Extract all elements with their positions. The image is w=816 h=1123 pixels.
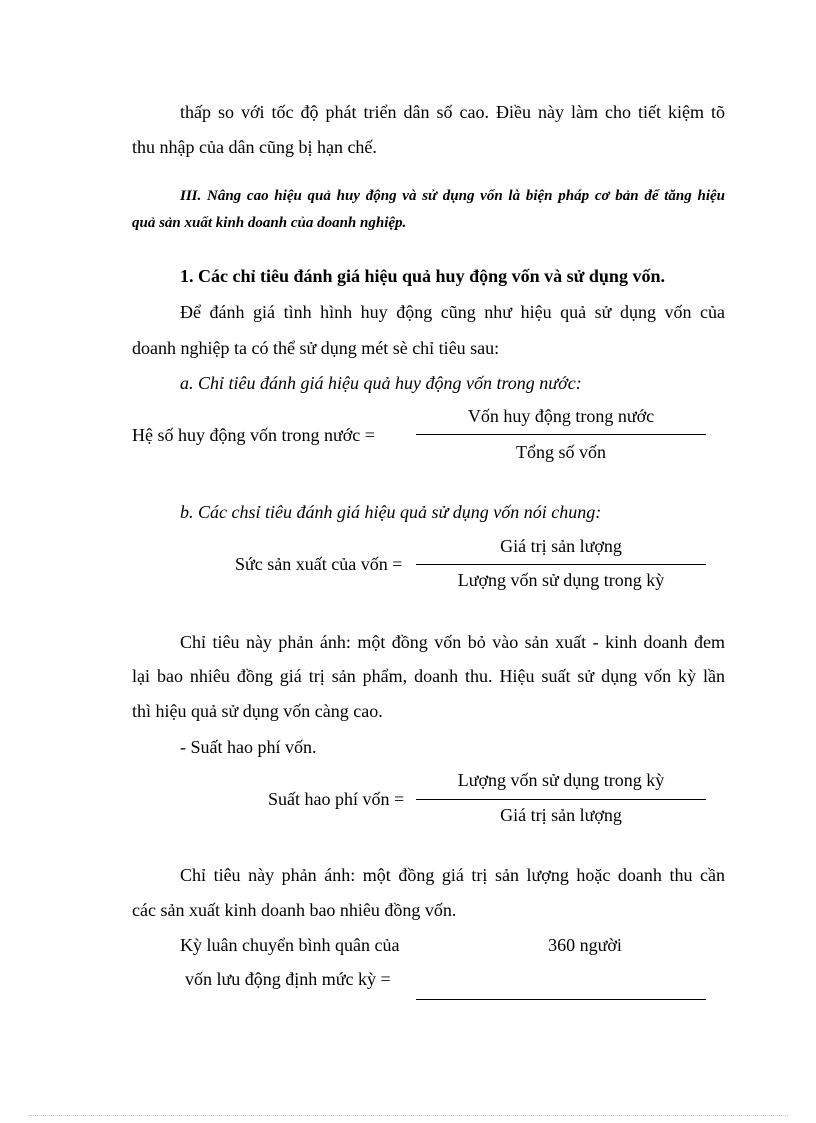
paragraph-line: thì hiệu quả sử dụng vốn càng cao. [132,701,383,721]
formula-label: Hệ số huy động vốn trong nước = [132,425,375,445]
formula-label: Kỳ luân chuyển bình quân của [180,935,400,955]
section-heading: quả sản xuất kinh doanh của doanh nghiệp. [132,215,407,231]
page-footer-divider [28,1115,788,1116]
paragraph-line: các sản xuất kinh doanh bao nhiêu đồng vốn. [132,900,457,920]
formula-numerator: 360 người [548,935,622,955]
formula-denominator: Lượng vốn sử dụng trong kỳ [457,570,665,590]
formula-numerator: Vốn huy động trong nước [467,406,655,426]
paragraph-line: doanh nghiệp ta có thể sử dụng mét sè chỉ tiêu sau: [132,338,500,358]
fraction-bar [416,799,706,800]
formula-denominator: Giá trị sản lượng [500,805,622,825]
formula-numerator: Giá trị sản lượng [500,536,622,556]
fraction-bar [416,434,706,435]
subheading-a: a. Chỉ tiêu đánh giá hiệu quả huy động vốn trong nước: [180,373,582,393]
formula-label: Suất hao phí vốn = [268,789,405,809]
subheading-b: b. Các chsỉ tiêu đánh giá hiệu quả sử dụng vốn nói chung: [180,502,602,522]
paragraph-line: thu nhập của dân cũng bị hạn chế. [132,137,377,157]
subsection-heading: 1. Các chỉ tiêu đánh giá hiệu quả huy động vốn và sử dụng vốn. [180,266,665,286]
paragraph-line: Để đánh giá tình hình huy động cũng như hiệu quả sử dụng vốn của [180,302,725,322]
formula-denominator: Tổng số vốn [516,442,606,462]
fraction-bar [416,999,706,1000]
formula-label: vốn lưu động định mức kỳ = [185,969,391,989]
formula-label: Sức sản xuất của vốn = [235,554,403,574]
paragraph-line: lại bao nhiêu đồng giá trị sản phẩm, doanh thu. Hiệu suất sử dụng vốn kỳ lần [132,666,725,686]
paragraph-line: Chỉ tiêu này phản ánh: một đồng giá trị sản lượng hoặc doanh thu cần [180,865,725,885]
section-heading: III. Nâng cao hiệu quả huy động và sử dụng vốn là biện pháp cơ bản để tăng hiệu [180,188,725,204]
fraction-bar [416,564,706,565]
paragraph-line: thấp so với tốc độ phát triển dân số cao. Điều này làm cho tiết kiệm tõ [180,102,725,122]
paragraph-line: Chỉ tiêu này phản ánh: một đồng vốn bỏ vào sản xuất - kinh doanh đem [180,632,725,652]
formula-numerator: Lượng vốn sử dụng trong kỳ [457,770,665,790]
bullet-item: - Suất hao phí vốn. [180,737,317,757]
